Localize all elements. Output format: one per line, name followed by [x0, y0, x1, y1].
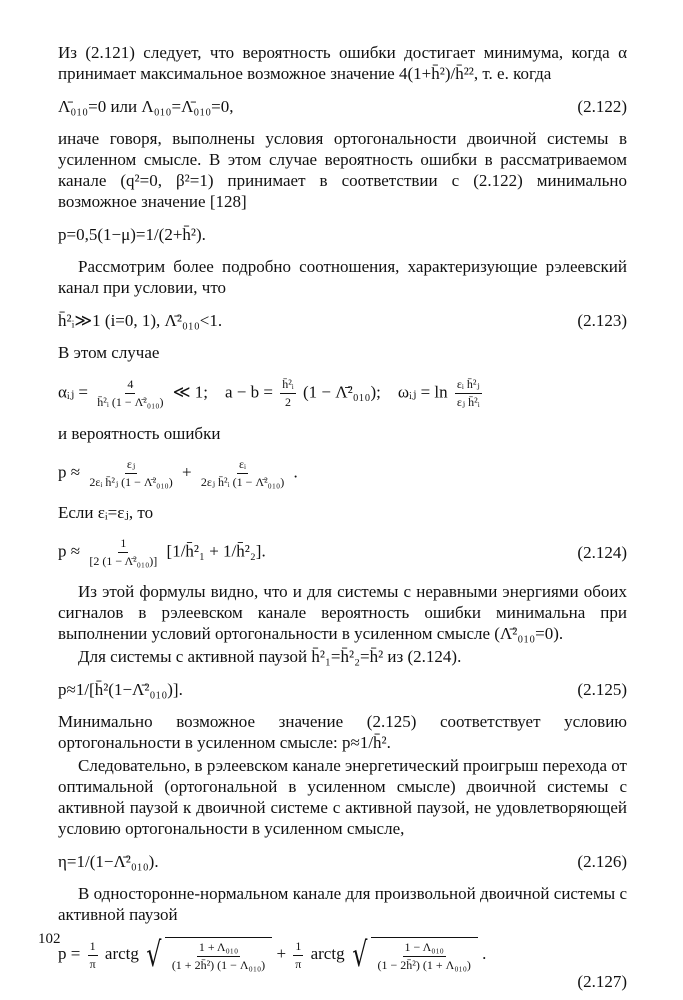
fraction-numerator: h̄²ᵢ [280, 377, 296, 394]
fraction-numerator: εᵢ h̄²ⱼ [455, 377, 482, 394]
p-fraction-2 [199, 457, 286, 490]
equation-alpha-ab-omega [58, 371, 627, 415]
paragraph: Из (2.121) следует, что вероятность ошибки достигает минимума, когда α принимает максимальное возможное значение 4(1+h̄²)/h̄²², т. е. когда [58, 43, 627, 83]
p-lhs: p ≈ [58, 461, 81, 481]
ab-rest: (1 − Λ̄²₀₁₀); [303, 381, 381, 401]
p-lhs: p ≈ [58, 540, 81, 560]
radicand [371, 937, 478, 973]
radicand [165, 937, 272, 973]
equation-2-127 [58, 933, 627, 977]
fraction-denominator: π [295, 956, 302, 971]
fraction-denominator: εⱼ h̄²ᵢ [456, 394, 480, 409]
equation-expression [58, 457, 298, 490]
paragraph: Следовательно, в рэлеевском канале энергетический проигрыш перехода от оптимальной (ортогональной в усиленном смысле) двоичной системы с активной паузой к двоичной системе с активной паузой, не удовлетворяющей условию ортогональности в усиленном смысле, [58, 756, 627, 838]
fraction-numerator: 1 [88, 939, 98, 956]
sqrt-2 [349, 937, 478, 973]
fraction-denominator: 2εⱼ h̄²ᵢ (1 − Λ̄²₀₁₀) [200, 474, 285, 489]
equation-2-123 [58, 306, 627, 334]
equation-p-min [58, 220, 627, 248]
alpha-rest: ≪ 1; [172, 381, 208, 401]
equation-2-125 [58, 675, 627, 703]
fraction-numerator: εⱼ [125, 457, 137, 474]
radical-sign: √ [146, 935, 162, 975]
paragraph: иначе говоря, выполнены условия ортогональности двоичной системы в усиленном смысле. В этом случае вероятность ошибки в рассматриваемом канале (q²=0, β²=1) принимает в соответствии с (2.122) минимально возможное значение [128] [58, 129, 627, 211]
equation-expression: Λ̄₀₁₀=0 или Λ₀₁₀=Λ̄₀₁₀=0, [58, 96, 234, 116]
equation-p-approx [58, 452, 627, 494]
paragraph: Из этой формулы видно, что и для системы с неравными энергиями обоих сигналов в рэлеевском канале вероятность ошибки минимальна при выполнении условий ортогональности в усиленном смысле (Λ̄²₀₁₀=0). [58, 582, 627, 643]
plus-sign: + [276, 943, 287, 963]
equation-number: (2.126) [577, 851, 627, 871]
equation-number: (2.123) [577, 310, 627, 330]
page-number: 102 [38, 931, 61, 947]
fraction-denominator: π [89, 956, 96, 971]
p-fraction-1 [87, 457, 174, 490]
one-over-pi-2 [293, 939, 303, 972]
equation-expression [58, 937, 486, 973]
fraction-denominator: [2 (1 − Λ̄²₀₁₀)] [89, 553, 158, 568]
paragraph: и вероятность ошибки [58, 424, 221, 443]
arctg-1: arctg [104, 943, 139, 963]
fraction-numerator: 1 + Λ₀₁₀ [197, 940, 240, 957]
fraction-denominator: h̄²ᵢ (1 − Λ̄²₀₁₀) [97, 394, 164, 409]
ab-lhs: a − b = [224, 381, 273, 401]
bracket-term: [1/h̄²₁ + 1/h̄²₂]. [166, 540, 266, 560]
equation-2-124 [58, 531, 627, 573]
equation-expression: η=1/(1−Λ̄²₀₁₀). [58, 851, 159, 871]
paragraph: В этом случае [58, 343, 160, 362]
radicand-fraction [170, 940, 267, 973]
equation-expression [58, 536, 266, 569]
p-lhs: p = [58, 943, 81, 963]
alpha-lhs: αᵢⱼ = [58, 381, 89, 401]
equation-number: (2.127) [577, 972, 627, 991]
paragraph: Если εᵢ=εⱼ, то [58, 503, 154, 522]
fraction-numerator: 1 [118, 536, 128, 553]
paragraph: Рассмотрим более подробно соотношения, характеризующие рэлеевский канал при условии, что [58, 257, 627, 297]
paragraph: Минимально возможное значение (2.125) соответствует условию ортогональности в усиленном смысле: p≈1/h̄². [58, 712, 627, 752]
one-over-pi-1 [88, 939, 98, 972]
equation-2-122 [58, 92, 627, 120]
omega-lhs: ωᵢⱼ = ln [397, 381, 448, 401]
fraction-denominator: (1 − 2h̄²) (1 + Λ₀₁₀) [377, 958, 471, 972]
plus-sign: + [181, 461, 192, 481]
paragraph: Для системы с активной паузой h̄²₁=h̄²₂=h̄² из (2.124). [78, 647, 462, 666]
sqrt-1 [143, 937, 272, 973]
fraction-numerator: 4 [125, 377, 135, 394]
equation-number: (2.125) [577, 679, 627, 699]
omega-fraction [455, 377, 482, 410]
period: . [482, 943, 487, 963]
equation-expression: p≈1/[h̄²(1−Λ̄²₀₁₀)]. [58, 679, 183, 699]
alpha-fraction [95, 377, 165, 410]
equation-2-126 [58, 847, 627, 875]
fraction-numerator: 1 − Λ₀₁₀ [403, 940, 446, 957]
equation-number: (2.122) [577, 96, 627, 116]
fraction-numerator: 1 [293, 939, 303, 956]
fraction-numerator: εᵢ [237, 457, 248, 474]
fraction-denominator: (1 + 2h̄²) (1 − Λ₀₁₀) [171, 958, 266, 972]
period: . [293, 461, 298, 481]
radicand-fraction [376, 940, 473, 973]
equation-expression: p=0,5(1−μ)=1/(2+h̄²). [58, 224, 206, 244]
arctg-2: arctg [310, 943, 345, 963]
ab-fraction [280, 377, 296, 410]
fraction-denominator: 2 [284, 394, 291, 409]
equation-expression [58, 377, 485, 410]
fraction-denominator: 2εᵢ h̄²ⱼ (1 − Λ̄²₀₁₀) [89, 474, 173, 489]
equation-number: (2.124) [577, 542, 627, 562]
p-fraction [87, 536, 159, 569]
equation-expression: h̄²ᵢ≫1 (i=0, 1), Λ̄²₀₁₀<1. [58, 310, 223, 330]
paragraph: В односторонне-нормальном канале для произвольной двоичной системы с активной паузой [58, 884, 627, 924]
radical-sign: √ [352, 935, 368, 975]
